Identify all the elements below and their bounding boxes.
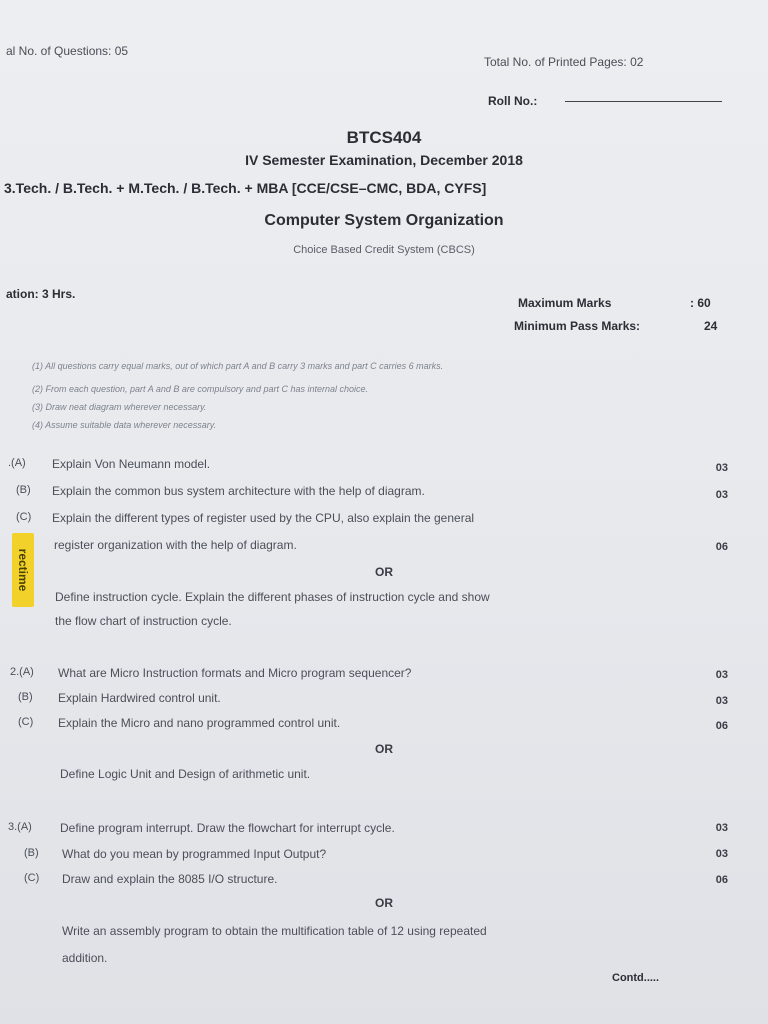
q3-alt-line2: addition. [62, 951, 108, 965]
min-marks-label: Minimum Pass Marks: [514, 319, 641, 333]
q1b-number: (B) [16, 484, 31, 496]
q1c-text-line1: Explain the different types of register used by the CPU, also explain the general [52, 511, 475, 525]
q1c-text-line2: register organization with the help of diagram. [54, 538, 297, 552]
q1b-marks: 03 [715, 489, 728, 501]
q2a-text: What are Micro Instruction formats and Micro program sequencer? [58, 666, 412, 680]
continued-note: Contd..... [612, 972, 660, 984]
q3a-marks: 03 [715, 822, 728, 834]
q3-or: OR [375, 896, 393, 910]
q2b-number: (B) [18, 691, 33, 703]
q2c-text: Explain the Micro and nano programmed control unit. [58, 716, 341, 730]
roll-no-line [565, 101, 722, 102]
q2b-marks: 03 [715, 695, 728, 707]
programme-line: 3.Tech. / B.Tech. + M.Tech. / B.Tech. + MBA [CCE/CSE–CMC, BDA, CYFS] [4, 180, 487, 196]
subject-title: Computer System Organization [264, 212, 504, 229]
semester-title: IV Semester Examination, December 2018 [245, 152, 523, 168]
q2a-number: 2.(A) [10, 666, 34, 678]
instruction-3: (3) Draw neat diagram wherever necessary. [32, 402, 207, 412]
q2-alt: Define Logic Unit and Design of arithmetic unit. [60, 767, 311, 781]
q1-or: OR [375, 565, 393, 579]
q2c-number: (C) [18, 716, 34, 728]
q1-alt-line2: the flow chart of instruction cycle. [55, 614, 232, 628]
q3b-marks: 03 [715, 848, 728, 860]
q3a-text: Define program interrupt. Draw the flowchart for interrupt cycle. [60, 821, 395, 835]
q2a-marks: 03 [715, 669, 728, 681]
q3b-text: What do you mean by programmed Input Output? [62, 847, 327, 861]
printed-pages: Total No. of Printed Pages: 02 [484, 55, 644, 69]
q1-alt-line1: Define instruction cycle. Explain the different phases of instruction cycle and show [55, 590, 490, 604]
duration: ation: 3 Hrs. [6, 287, 76, 301]
q3b-number: (B) [24, 847, 39, 859]
q1a-text: Explain Von Neumann model. [52, 457, 211, 471]
q3a-number: 3.(A) [8, 821, 32, 833]
max-marks-value: : 60 [690, 296, 711, 310]
paper-code: BTCS404 [346, 128, 422, 147]
q1b-text: Explain the common bus system architecture with the help of diagram. [52, 484, 425, 498]
q1a-marks: 03 [715, 462, 728, 474]
instruction-2: (2) From each question, part A and B are compulsory and part C has internal choice. [32, 384, 369, 394]
q1c-number: (C) [16, 511, 32, 523]
min-marks-value: 24 [704, 319, 718, 333]
q3c-text: Draw and explain the 8085 I/O structure. [62, 872, 278, 886]
q2c-marks: 06 [715, 720, 728, 732]
q1a-number: .(A) [8, 457, 26, 469]
q2-or: OR [375, 742, 393, 756]
q3c-marks: 06 [715, 874, 728, 886]
q3c-number: (C) [24, 872, 40, 884]
q2b-text: Explain Hardwired control unit. [58, 691, 221, 705]
q1c-marks: 06 [715, 541, 728, 553]
highlighter-mark: rectime [12, 533, 34, 607]
roll-no-label: Roll No.: [488, 94, 538, 108]
credit-scheme: Choice Based Credit System (CBCS) [293, 244, 475, 256]
num-questions: al No. of Questions: 05 [6, 44, 129, 58]
instruction-4: (4) Assume suitable data wherever necessary. [32, 420, 217, 430]
max-marks-label: Maximum Marks [518, 296, 612, 310]
q3-alt-line1: Write an assembly program to obtain the multification table of 12 using repeated [62, 924, 487, 938]
instruction-1: (1) All questions carry equal marks, out of which part A and B carry 3 marks and part C carries 6 marks. [32, 361, 444, 371]
